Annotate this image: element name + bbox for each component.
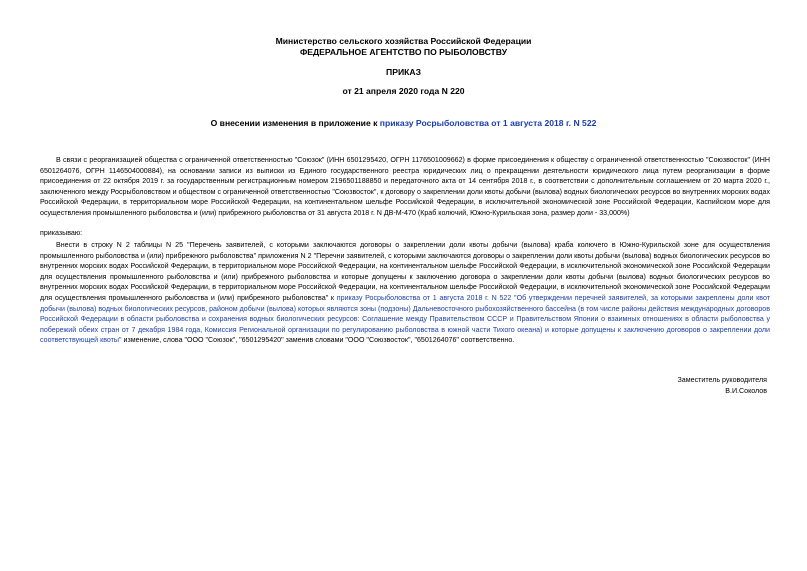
document-date-number: от 21 апреля 2020 года N 220	[342, 86, 465, 96]
order-word: приказываю:	[40, 229, 83, 237]
order-link[interactable]: приказу Росрыболовства от 1 августа 2018 г. N 522 "Об утверждении перечней заявителей, за которыми закреплены доли квот добычи (вылова) водных биологических ресурсов, районом добычи (вылова) которых являются зоны (подзоны) Дальневосточного рыбохозяйственного бассейна (в том числе районы действия международных договоров Российской Федерации в области рыболовства и сохранения водных биологических ресурсов: Соглашение между Правительством СССР и Правительством Японии о взаимных отношениях в области рыболовства у побережий обеих стран от 7 декабря 1984 года, Комиссия Региональной организации по регулированию рыболовства в южной части Тихого океана) и которые допущены к заключению договоров о закреплении доли соответствующей квоты"	[40, 293, 770, 345]
document-type: ПРИКАЗ	[386, 67, 421, 77]
order-text-start: Внести в строку N 2 таблицы N 25 "Перечень заявителей, с которыми заключаются договоры о закреплении доли квоты добычи (вылова) краба колючего в Южно-Курильской зоне для осуществления промышленного рыболовства и (или) прибрежного рыболовства" приложения N 2 "Перечни заявителей, с которыми заключаются договоры о закреплении доли квоты добычи (вылова) водных биологических ресурсов во внутренних морских водах Российской Федерации, в территориальном море Российской Федерации, на континентальном шельфе Российской Федерации, в исключительной экономической зоне Российской Федерации для осуществления промышленного рыболовства и (или) прибрежного рыболовства и которые допущены к заключению договора о закреплении доли квоты добычи (вылова) водных биологических ресурсов во внутренних морских водах Российской Федерации, в территориальном море Российской Федерации, на континентальном шельфе Российской Федерации, в исключительной экономической зоне Российской Федерации для осуществления промышленного рыболовства и (или) прибрежного рыболовства" к	[40, 241, 770, 302]
agency-name: ФЕДЕРАЛЬНОЕ АГЕНТСТВО ПО РЫБОЛОВСТВУ	[299, 47, 508, 57]
preamble-paragraph: В связи с реорганизацией общества с ограниченной ответственностью "Союзок" (ИНН 6501295420, ОГРН 1176501009662) в форме присоединения к обществу с ограниченной ответственностью "Союзвосток" (ИНН 6501264076, ОГРН 1146504000884), на основании записи из выписки из Единого государственного реестра юридических лиц о прекращении деятельности юридического лица путем реорганизации в форме присоединения от 22 октября 2019 г. за государственным регистрационным номером 2196501188850 и передаточного акта от 14 сентября 2018 г., в соответствии с дополнительным соглашением от 20 марта 2020 г., заключенного между Росрыболовством и обществом с ограниченной ответственностью "Союзвосток", к договору о закреплении доли квоты добычи (вылова) водных биологических ресурсов во внутренних морских водах Российской Федерации, в территориальном море Российской Федерации, на континентальном шельфе Российской Федерации, в исключительной экономической зоне Российской Федерации, Каспийском море для осуществления промышленного рыболовства и (или) прибрежного рыболовства от 31 августа 2018 г. N ДВ-М-470 (Краб колючий, Южно-Курильская зона, размер доли - 33,000%)	[40, 156, 770, 217]
ministry-name: Министерство сельского хозяйства Российской Федерации	[275, 36, 532, 46]
document-title	[0, 118, 807, 129]
signature-position: Заместитель руководителя	[677, 376, 767, 384]
order-text-end: изменение, слова "ООО "Союзок", "6501295420" заменив словами "ООО "Союзвосток", "6501264076" соответственно.	[121, 336, 515, 345]
order-paragraph	[40, 240, 770, 346]
title-link[interactable]: приказу Росрыболовства от 1 августа 2018 г. N 522	[379, 118, 597, 128]
title-prefix: О внесении изменения в приложение к	[210, 118, 380, 128]
signature-name: В.И.Соколов	[725, 387, 767, 395]
